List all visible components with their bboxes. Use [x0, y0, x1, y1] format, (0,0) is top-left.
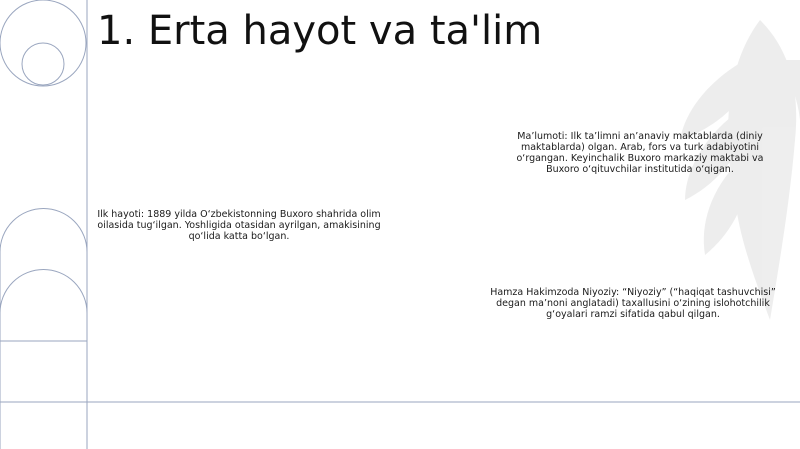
pseudonym-text-block: Hamza Hakimzoda Niyoziy: “Niyoziy” (“haqiqat tashuvchisi” degan ma’noni anglatadi) taxallusini o‘zining islohotchilik g‘oyalari ramzi sifatida qabul qilgan. [490, 287, 776, 320]
lower-arch-outline [0, 270, 87, 314]
education-text-block: Ma’lumoti: Ilk ta’limni an’anaviy maktablarda (diniy maktablarda) olgan. Arab, fors va turk adabiyotini o‘rgangan. Keyinchalik Buxoro markaziy maktabi va Buxoro o‘qituvchilar institutida o‘qigan. [516, 131, 764, 175]
upper-arch-outline [0, 208, 87, 252]
small-circle-outline [22, 43, 64, 85]
early-life-text-block: Ilk hayoti: 1889 yilda O‘zbekistonning Buxoro shahrida olim oilasida tug‘ilgan. Yoshligida otasidan ayrilgan, amakisining qo‘lida katta bo‘lgan. [97, 209, 381, 242]
slide-title: 1. Erta hayot va ta'lim [97, 8, 543, 54]
